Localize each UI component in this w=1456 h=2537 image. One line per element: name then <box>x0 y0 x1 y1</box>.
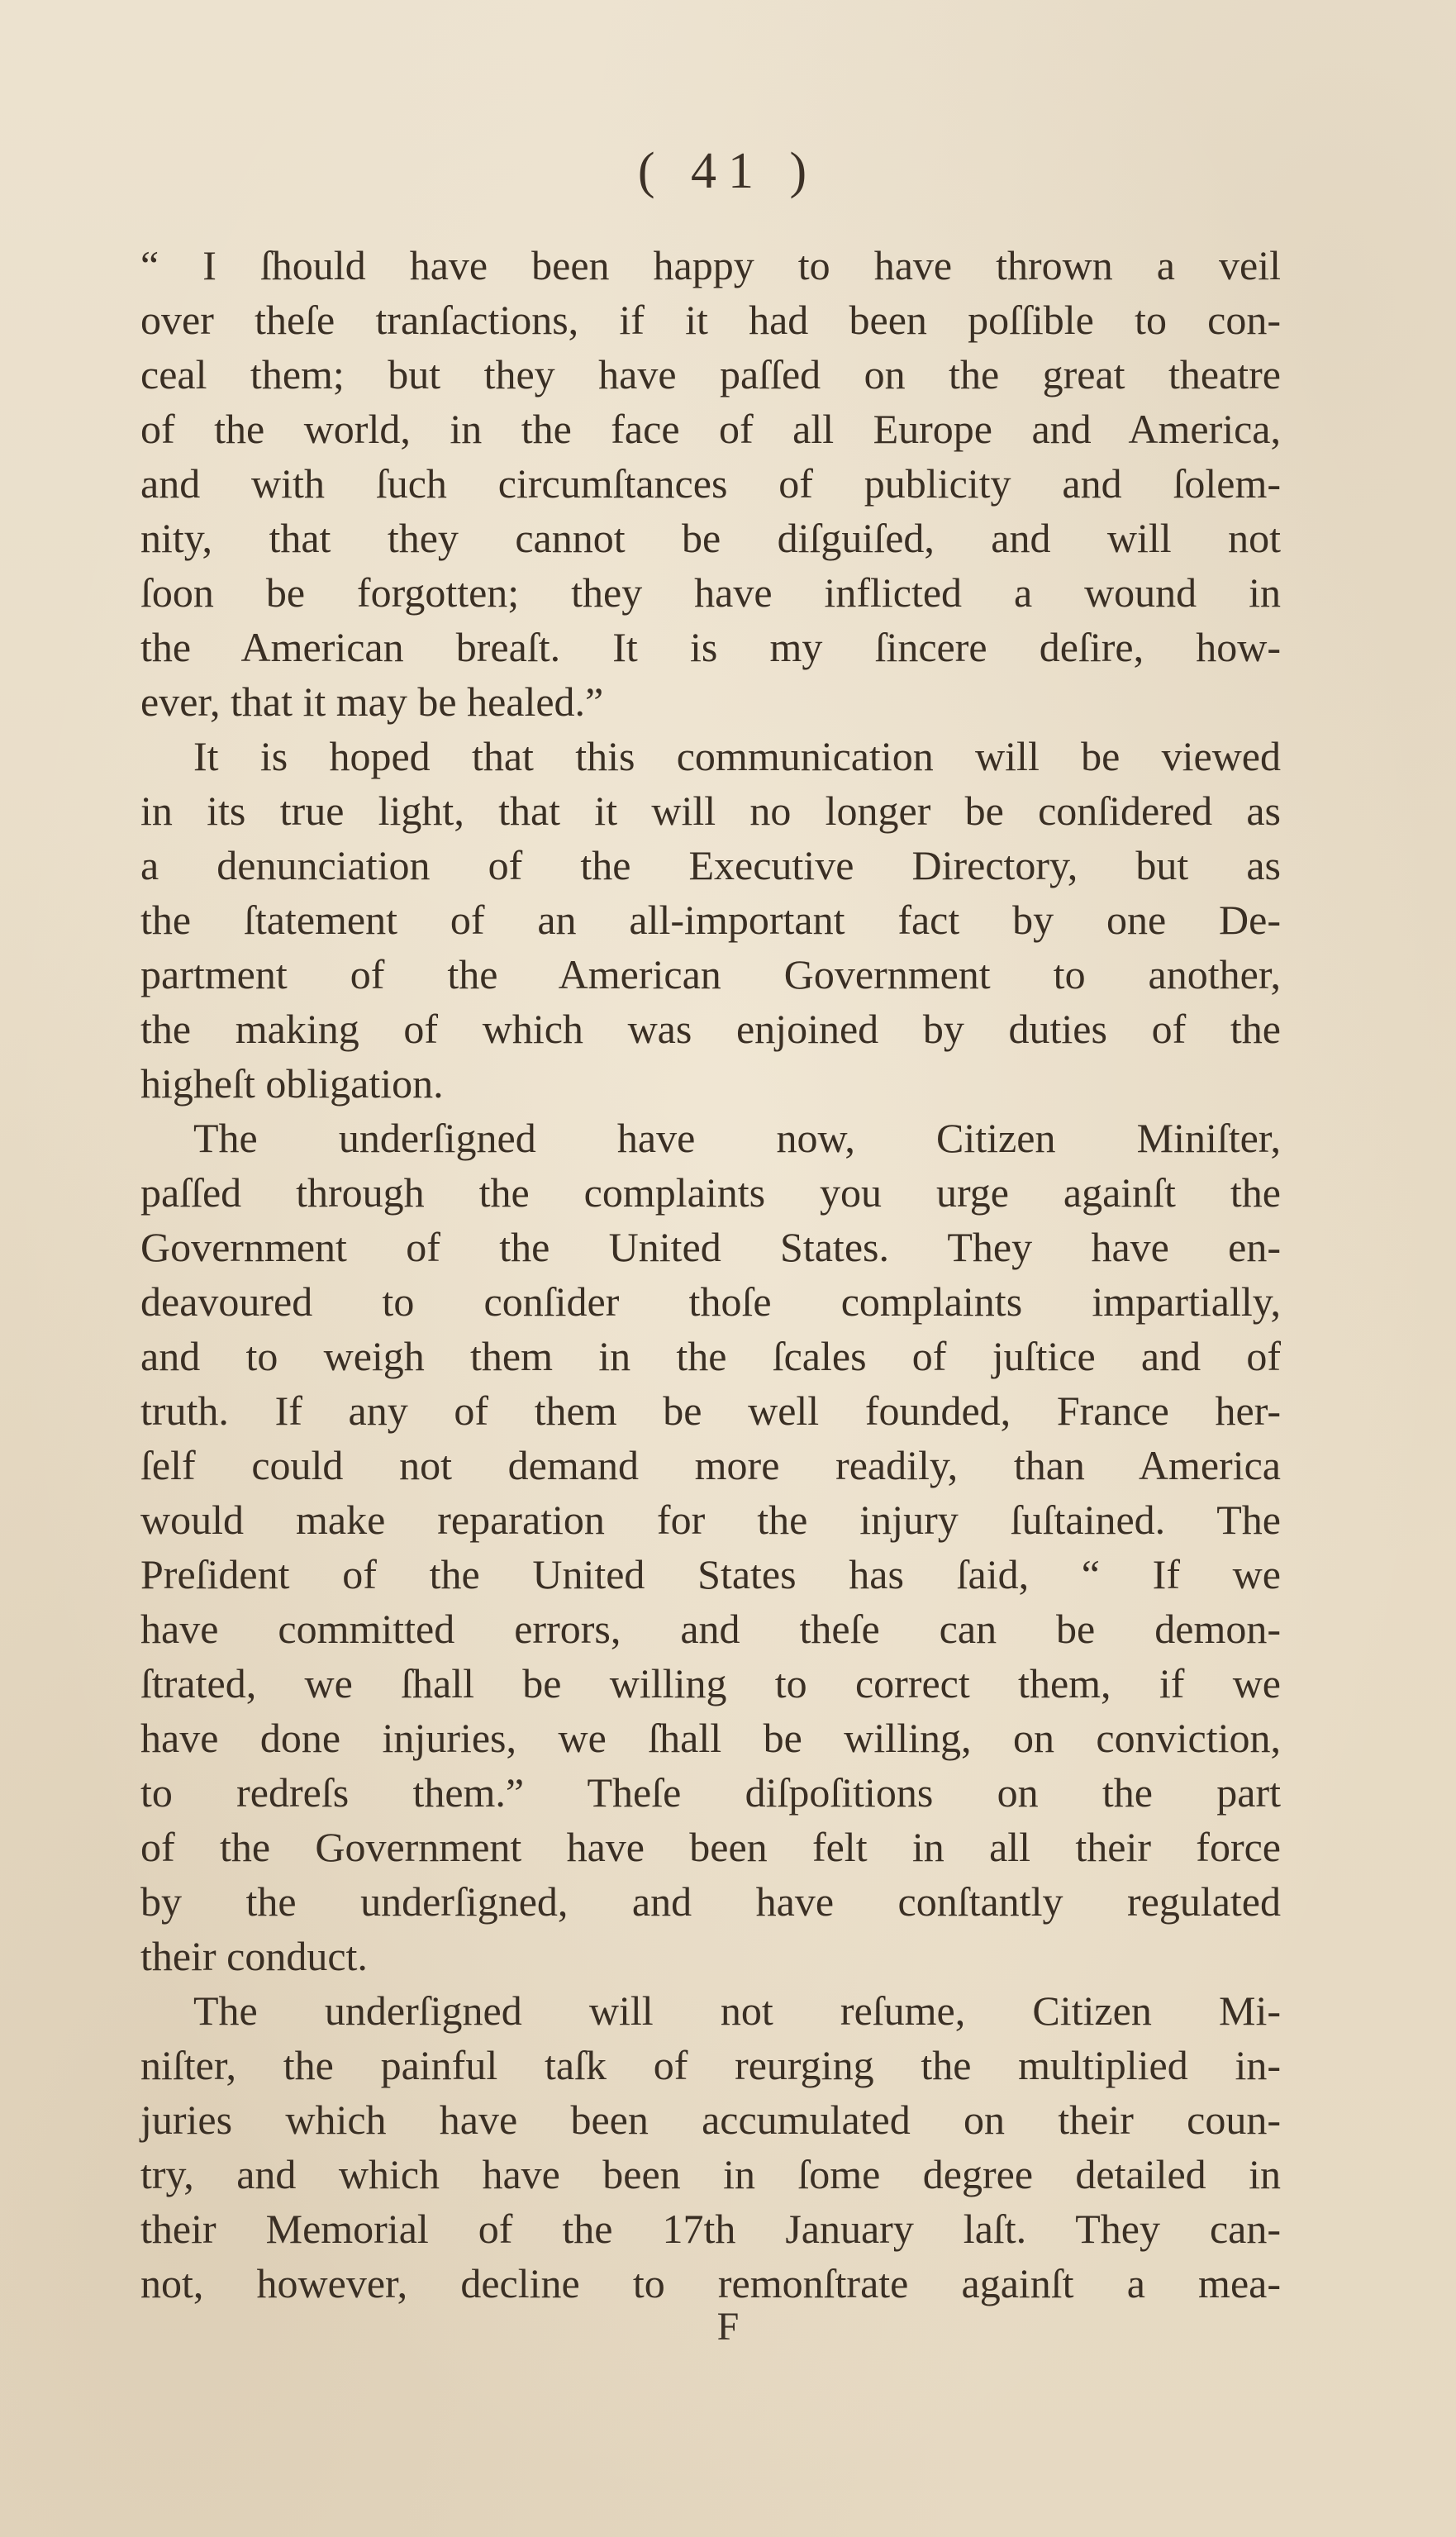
text-line: over theſe tranſactions, if it had been poſſible to con- <box>140 297 1281 343</box>
text-line: the ſtatement of an all-important fact by one De- <box>140 897 1281 943</box>
text-line: ſoon be forgotten; they have inflicted a wound in <box>140 569 1281 616</box>
body-text <box>140 238 1281 2311</box>
text-line: It is hoped that this communication will be viewed <box>193 733 1281 779</box>
text-line: partment of the American Government to another, <box>140 951 1281 997</box>
text-line: nity, that they cannot be diſguiſed, and will not <box>140 515 1281 561</box>
text-line: Preſident of the United States has ſaid, “ If we <box>140 1551 1281 1597</box>
text-line: juries which have been accumulated on their coun- <box>140 2097 1281 2143</box>
text-line: ceal them; but they have paſſed on the great theatre <box>140 351 1281 397</box>
text-line: not, however, decline to remonſtrate againſt a mea- <box>140 2260 1281 2306</box>
text-line: and to weigh them in the ſcales of juſtice and of <box>140 1333 1281 1379</box>
text-line: deavoured to conſider thoſe complaints impartially, <box>140 1278 1281 1325</box>
text-line: try, and which have been in ſome degree detailed in <box>140 2151 1281 2197</box>
text-line: truth. If any of them be well founded, France her- <box>140 1387 1281 1434</box>
text-line: of the world, in the face of all Europe and America, <box>140 406 1281 452</box>
text-line: ſelf could not demand more readily, than America <box>140 1442 1281 1488</box>
text-line: have done injuries, we ſhall be willing, on conviction, <box>140 1715 1281 1761</box>
text-line: the American breaſt. It is my ſincere deſire, how- <box>140 624 1281 670</box>
text-line: have committed errors, and theſe can be demon- <box>140 1606 1281 1652</box>
text-line: paſſed through the complaints you urge againſt the <box>140 1169 1281 1216</box>
text-line: “ I ſhould have been happy to have thrown a veil <box>140 242 1281 288</box>
text-line: the making of which was enjoined by duties of the <box>140 1006 1281 1052</box>
text-line: Government of the United States. They have en- <box>140 1224 1281 1270</box>
text-line: higheſt obligation. <box>140 1060 444 1107</box>
text-line: a denunciation of the Executive Directory, but as <box>140 842 1281 888</box>
text-line: to redreſs them.” Theſe diſpoſitions on the part <box>140 1769 1281 1816</box>
text-line: ſtrated, we ſhall be willing to correct them, if we <box>140 1660 1281 1706</box>
text-line: The underſigned will not reſume, Citizen Mi- <box>193 1987 1281 2034</box>
text-line: their conduct. <box>140 1933 368 1979</box>
text-line: would make reparation for the injury ſuſtained. The <box>140 1497 1281 1543</box>
text-line: of the Government have been felt in all their force <box>140 1824 1281 1870</box>
text-line: in its true light, that it will no longer be conſidered as <box>140 788 1281 834</box>
text-line: The underſigned have now, Citizen Miniſter, <box>193 1115 1281 1161</box>
text-line: ever, that it may be healed.” <box>140 678 604 725</box>
text-line: by the underſigned, and have conſtantly regulated <box>140 1878 1281 1925</box>
signature-mark: F <box>716 2305 740 2349</box>
text-line: and with ſuch circumſtances of publicity and ſolem- <box>140 460 1281 507</box>
page-number: ( 41 ) <box>637 143 819 199</box>
text-line: their Memorial of the 17th January laſt. They can- <box>140 2206 1281 2252</box>
text-line: niſter, the painful taſk of reurging the multiplied in- <box>140 2042 1281 2088</box>
